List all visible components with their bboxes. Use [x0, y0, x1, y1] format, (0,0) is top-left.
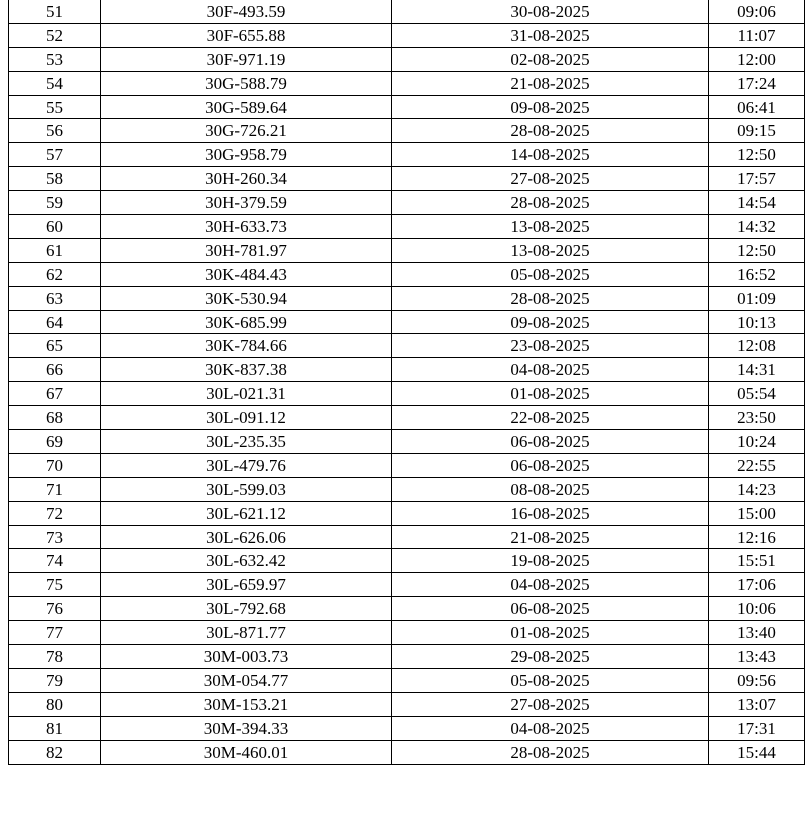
row-number-cell: 76 — [9, 597, 101, 621]
date-cell: 16-08-2025 — [392, 501, 709, 525]
time-cell: 12:16 — [709, 525, 805, 549]
date-cell: 04-08-2025 — [392, 358, 709, 382]
date-cell: 06-08-2025 — [392, 597, 709, 621]
table-row — [9, 23, 805, 47]
row-number-cell: 65 — [9, 334, 101, 358]
table-row — [9, 645, 805, 669]
plate-number-cell: 30H-781.97 — [101, 238, 392, 262]
row-number-cell: 60 — [9, 215, 101, 239]
time-cell: 12:50 — [709, 143, 805, 167]
plate-number-cell: 30L-632.42 — [101, 549, 392, 573]
plate-number-cell: 30L-479.76 — [101, 453, 392, 477]
table-row — [9, 597, 805, 621]
table-row — [9, 286, 805, 310]
time-cell: 15:51 — [709, 549, 805, 573]
plate-number-cell: 30M-003.73 — [101, 645, 392, 669]
table-row — [9, 382, 805, 406]
row-number-cell: 57 — [9, 143, 101, 167]
table-row — [9, 71, 805, 95]
row-number-cell: 55 — [9, 95, 101, 119]
row-number-cell: 82 — [9, 740, 101, 764]
time-cell: 13:40 — [709, 621, 805, 645]
time-cell: 12:00 — [709, 47, 805, 71]
row-number-cell: 56 — [9, 119, 101, 143]
date-cell: 21-08-2025 — [392, 525, 709, 549]
plate-number-cell: 30L-021.31 — [101, 382, 392, 406]
date-cell: 06-08-2025 — [392, 430, 709, 454]
plate-number-cell: 30F-493.59 — [101, 0, 392, 23]
time-cell: 15:00 — [709, 501, 805, 525]
row-number-cell: 58 — [9, 167, 101, 191]
row-number-cell: 74 — [9, 549, 101, 573]
date-cell: 01-08-2025 — [392, 621, 709, 645]
time-cell: 15:44 — [709, 740, 805, 764]
table-row — [9, 47, 805, 71]
time-cell: 17:06 — [709, 573, 805, 597]
row-number-cell: 66 — [9, 358, 101, 382]
date-cell: 09-08-2025 — [392, 310, 709, 334]
plate-number-cell: 30M-153.21 — [101, 692, 392, 716]
time-cell: 10:13 — [709, 310, 805, 334]
plate-number-cell: 30L-792.68 — [101, 597, 392, 621]
table-row — [9, 334, 805, 358]
plate-number-cell: 30H-633.73 — [101, 215, 392, 239]
plate-number-cell: 30M-054.77 — [101, 668, 392, 692]
plate-number-cell: 30H-379.59 — [101, 191, 392, 215]
plate-number-cell: 30F-971.19 — [101, 47, 392, 71]
date-cell: 05-08-2025 — [392, 668, 709, 692]
time-cell: 14:31 — [709, 358, 805, 382]
table-row — [9, 621, 805, 645]
date-cell: 09-08-2025 — [392, 95, 709, 119]
time-cell: 12:50 — [709, 238, 805, 262]
row-number-cell: 68 — [9, 406, 101, 430]
date-cell: 13-08-2025 — [392, 215, 709, 239]
date-cell: 04-08-2025 — [392, 573, 709, 597]
row-number-cell: 78 — [9, 645, 101, 669]
row-number-cell: 59 — [9, 191, 101, 215]
date-cell: 28-08-2025 — [392, 191, 709, 215]
table-row — [9, 525, 805, 549]
time-cell: 17:57 — [709, 167, 805, 191]
time-cell: 13:07 — [709, 692, 805, 716]
row-number-cell: 69 — [9, 430, 101, 454]
table-row — [9, 191, 805, 215]
plate-number-cell: 30K-784.66 — [101, 334, 392, 358]
time-cell: 12:08 — [709, 334, 805, 358]
plate-number-cell: 30L-871.77 — [101, 621, 392, 645]
table-row — [9, 716, 805, 740]
row-number-cell: 53 — [9, 47, 101, 71]
table-row — [9, 549, 805, 573]
row-number-cell: 77 — [9, 621, 101, 645]
date-cell: 08-08-2025 — [392, 477, 709, 501]
date-cell: 29-08-2025 — [392, 645, 709, 669]
time-cell: 14:23 — [709, 477, 805, 501]
table-row — [9, 238, 805, 262]
plate-number-cell: 30L-091.12 — [101, 406, 392, 430]
table-row — [9, 167, 805, 191]
row-number-cell: 54 — [9, 71, 101, 95]
plate-number-cell: 30G-588.79 — [101, 71, 392, 95]
plate-number-cell: 30L-621.12 — [101, 501, 392, 525]
time-cell: 10:06 — [709, 597, 805, 621]
table-row — [9, 477, 805, 501]
date-cell: 27-08-2025 — [392, 692, 709, 716]
plate-number-cell: 30K-484.43 — [101, 262, 392, 286]
row-number-cell: 63 — [9, 286, 101, 310]
table-row — [9, 430, 805, 454]
plate-number-cell: 30G-958.79 — [101, 143, 392, 167]
row-number-cell: 61 — [9, 238, 101, 262]
table-row — [9, 119, 805, 143]
date-cell: 31-08-2025 — [392, 23, 709, 47]
table-row — [9, 740, 805, 764]
time-cell: 09:56 — [709, 668, 805, 692]
row-number-cell: 72 — [9, 501, 101, 525]
row-number-cell: 64 — [9, 310, 101, 334]
time-cell: 23:50 — [709, 406, 805, 430]
date-cell: 28-08-2025 — [392, 119, 709, 143]
plate-number-cell: 30K-837.38 — [101, 358, 392, 382]
row-number-cell: 73 — [9, 525, 101, 549]
table-row — [9, 215, 805, 239]
row-number-cell: 62 — [9, 262, 101, 286]
time-cell: 22:55 — [709, 453, 805, 477]
date-cell: 13-08-2025 — [392, 238, 709, 262]
date-cell: 02-08-2025 — [392, 47, 709, 71]
date-cell: 04-08-2025 — [392, 716, 709, 740]
time-cell: 10:24 — [709, 430, 805, 454]
table-row — [9, 406, 805, 430]
date-cell: 22-08-2025 — [392, 406, 709, 430]
plate-number-cell: 30F-655.88 — [101, 23, 392, 47]
date-cell: 19-08-2025 — [392, 549, 709, 573]
plate-number-cell: 30L-626.06 — [101, 525, 392, 549]
time-cell: 14:54 — [709, 191, 805, 215]
date-cell: 01-08-2025 — [392, 382, 709, 406]
table-row — [9, 143, 805, 167]
date-cell: 21-08-2025 — [392, 71, 709, 95]
plate-number-cell: 30L-659.97 — [101, 573, 392, 597]
plate-number-cell: 30L-599.03 — [101, 477, 392, 501]
table-row — [9, 668, 805, 692]
time-cell: 06:41 — [709, 95, 805, 119]
table-row — [9, 358, 805, 382]
table-row — [9, 501, 805, 525]
date-cell: 06-08-2025 — [392, 453, 709, 477]
table-row — [9, 0, 805, 23]
plate-number-cell: 30K-685.99 — [101, 310, 392, 334]
table-row — [9, 692, 805, 716]
plate-number-cell: 30H-260.34 — [101, 167, 392, 191]
plate-number-cell: 30G-726.21 — [101, 119, 392, 143]
plate-number-cell: 30M-460.01 — [101, 740, 392, 764]
table-row — [9, 262, 805, 286]
date-cell: 30-08-2025 — [392, 0, 709, 23]
row-number-cell: 79 — [9, 668, 101, 692]
time-cell: 13:43 — [709, 645, 805, 669]
row-number-cell: 80 — [9, 692, 101, 716]
date-cell: 28-08-2025 — [392, 740, 709, 764]
table-row — [9, 310, 805, 334]
time-cell: 17:31 — [709, 716, 805, 740]
date-cell: 27-08-2025 — [392, 167, 709, 191]
data-table — [8, 0, 805, 765]
time-cell: 09:06 — [709, 0, 805, 23]
time-cell: 16:52 — [709, 262, 805, 286]
date-cell: 23-08-2025 — [392, 334, 709, 358]
table-row — [9, 95, 805, 119]
table-row — [9, 573, 805, 597]
time-cell: 14:32 — [709, 215, 805, 239]
plate-number-cell: 30G-589.64 — [101, 95, 392, 119]
table-row — [9, 453, 805, 477]
plate-number-cell: 30K-530.94 — [101, 286, 392, 310]
row-number-cell: 81 — [9, 716, 101, 740]
row-number-cell: 52 — [9, 23, 101, 47]
row-number-cell: 75 — [9, 573, 101, 597]
row-number-cell: 71 — [9, 477, 101, 501]
time-cell: 05:54 — [709, 382, 805, 406]
row-number-cell: 51 — [9, 0, 101, 23]
date-cell: 14-08-2025 — [392, 143, 709, 167]
row-number-cell: 70 — [9, 453, 101, 477]
row-number-cell: 67 — [9, 382, 101, 406]
time-cell: 17:24 — [709, 71, 805, 95]
plate-number-cell: 30M-394.33 — [101, 716, 392, 740]
time-cell: 09:15 — [709, 119, 805, 143]
plate-number-cell: 30L-235.35 — [101, 430, 392, 454]
time-cell: 01:09 — [709, 286, 805, 310]
time-cell: 11:07 — [709, 23, 805, 47]
table-body — [9, 0, 805, 764]
date-cell: 28-08-2025 — [392, 286, 709, 310]
date-cell: 05-08-2025 — [392, 262, 709, 286]
